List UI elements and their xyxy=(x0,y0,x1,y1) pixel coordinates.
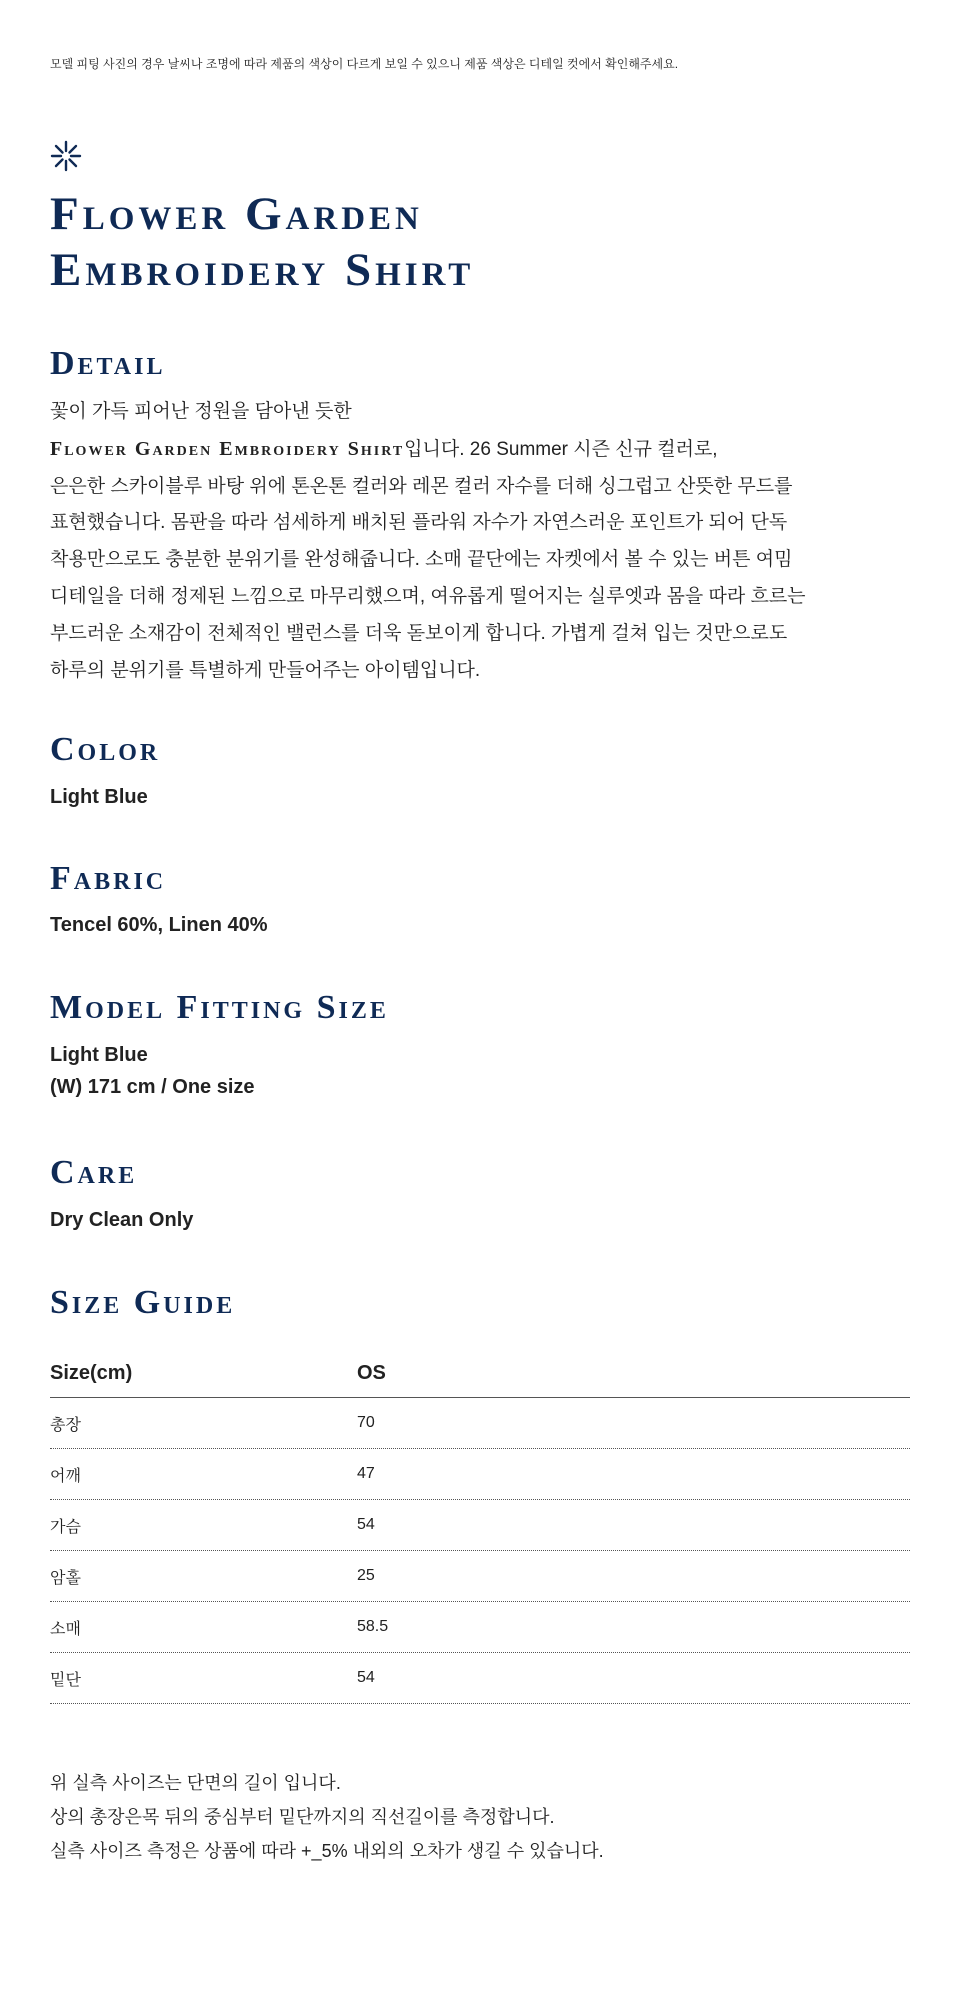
measure-value: 54 xyxy=(357,1669,375,1686)
description-line: 착용만으로도 충분한 분위기를 완성해줍니다. 소매 끝단에는 자켓에서 볼 수 있는 버튼 여밈 xyxy=(50,549,793,571)
product-title-line-2: Embroidery Shirt xyxy=(50,244,475,296)
fabric-heading: Fabric xyxy=(50,860,167,897)
care-heading: Care xyxy=(50,1154,138,1191)
measure-value: 58.5 xyxy=(357,1618,389,1635)
care-value: Dry Clean Only xyxy=(50,1209,194,1231)
description-line: 하루의 분위기를 특별하게 만들어주는 아이템입니다. xyxy=(50,659,481,681)
note-line: 실측 사이즈 측정은 상품에 따라 +_5% 내외의 오차가 생길 수 있습니다. xyxy=(50,1841,604,1861)
description-line-rest: 입니다. 26 Summer 시즌 신규 컬러로, xyxy=(404,438,718,460)
model-fitting-heading: Model Fitting Size xyxy=(50,989,389,1026)
description-line: 표현했습니다. 몸판을 따라 섬세하게 배치된 플라워 자수가 자연스러운 포인트가 되어 단독 xyxy=(50,512,788,534)
table-row xyxy=(50,1653,910,1704)
measure-value: 47 xyxy=(357,1465,375,1482)
note-line: 위 실측 사이즈는 단면의 길이 입니다. xyxy=(50,1773,341,1793)
os-column-header: OS xyxy=(357,1361,386,1384)
product-title-line-1: Flower Garden xyxy=(50,188,423,240)
product-title xyxy=(50,186,474,298)
description-line: 은은한 스카이블루 바탕 위에 톤온톤 컬러와 레몬 컬러 자수를 더해 싱그럽고 산뜻한 무드를 xyxy=(50,475,793,497)
measure-label: 암홀 xyxy=(50,1569,81,1587)
color-heading: Color xyxy=(50,731,161,768)
measurement-notes xyxy=(50,1766,604,1868)
description-line: 부드러운 소재감이 전체적인 밸런스를 더욱 돋보이게 합니다. 가볍게 걸쳐 입는 것만으로도 xyxy=(50,622,788,644)
size-guide-table xyxy=(50,1349,910,1704)
measure-label: 밑단 xyxy=(50,1671,81,1689)
measure-label: 어깨 xyxy=(50,1467,81,1485)
table-row xyxy=(50,1602,910,1653)
size-guide-heading: Size Guide xyxy=(50,1284,236,1321)
description-line: 디테일을 더해 정제된 느낌으로 마무리했으며, 여유롭게 떨어지는 실루엣과 몸을 따라 흐르는 xyxy=(50,585,806,607)
description-line: 꽃이 가득 피어난 정원을 담아낸 듯한 xyxy=(50,401,352,422)
detail-description xyxy=(50,394,910,689)
model-color-value: Light Blue xyxy=(50,1044,148,1066)
photo-color-notice: 모델 피팅 사진의 경우 날씨나 조명에 따라 제품의 색상이 다르게 보일 수 있으니 제품 색상은 디테일 컷에서 확인해주세요. xyxy=(50,57,679,71)
size-table-header xyxy=(50,1349,910,1398)
table-row xyxy=(50,1551,910,1602)
note-line: 상의 총장은목 뒤의 중심부터 밑단까지의 직선길이를 측정합니다. xyxy=(50,1807,555,1827)
product-name-inline: Flower Garden Embroidery Shirt xyxy=(50,437,405,460)
size-column-header: Size(cm) xyxy=(50,1361,133,1384)
model-size-value: (W) 171 cm / One size xyxy=(50,1076,255,1098)
table-row xyxy=(50,1500,910,1551)
color-value: Light Blue xyxy=(50,786,148,808)
measure-value: 70 xyxy=(357,1414,375,1431)
description-line xyxy=(50,431,910,469)
asterisk-flower-icon xyxy=(50,140,82,172)
fabric-value: Tencel 60%, Linen 40% xyxy=(50,914,268,936)
measure-value: 54 xyxy=(357,1516,375,1533)
measure-label: 가슴 xyxy=(50,1518,81,1536)
measure-value: 25 xyxy=(357,1567,375,1584)
table-row xyxy=(50,1449,910,1500)
detail-heading: Detail xyxy=(50,345,166,382)
table-row xyxy=(50,1398,910,1449)
measure-label: 총장 xyxy=(50,1416,81,1434)
measure-label: 소매 xyxy=(50,1620,81,1638)
